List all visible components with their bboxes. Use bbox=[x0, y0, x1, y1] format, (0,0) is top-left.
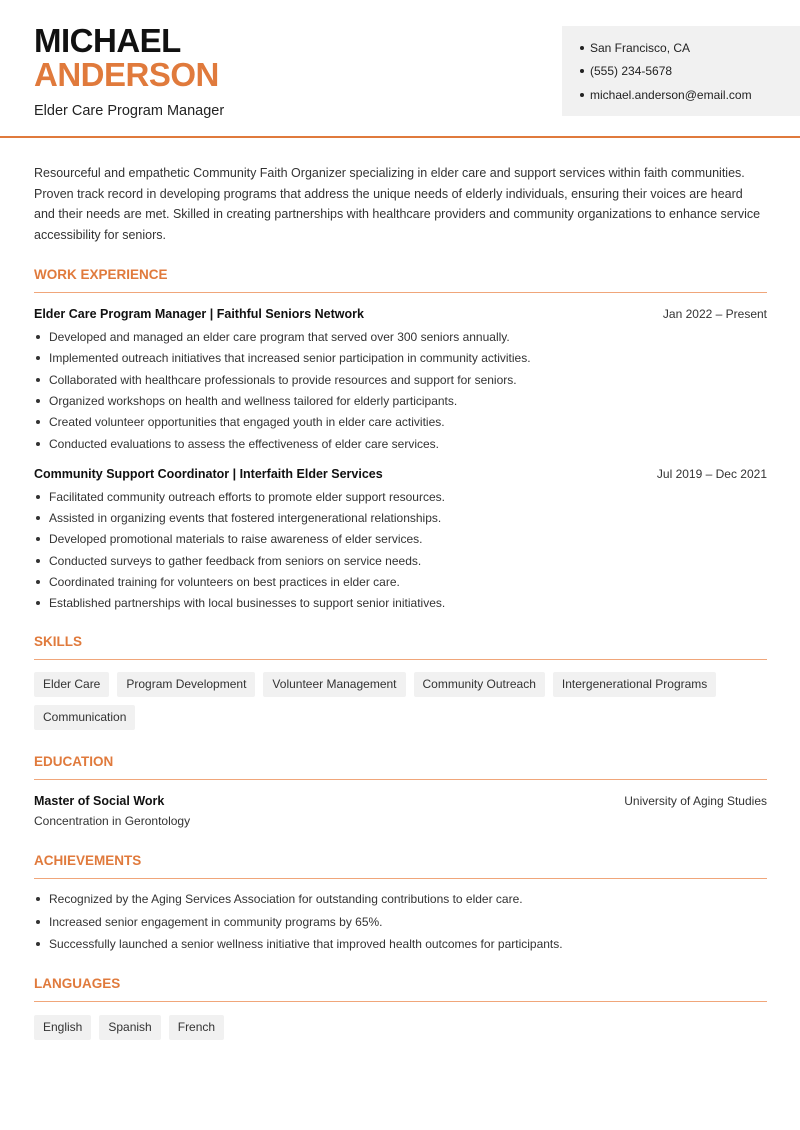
section-title-education: EDUCATION bbox=[34, 754, 767, 780]
achievements-list bbox=[34, 888, 767, 956]
job-entry bbox=[34, 467, 767, 614]
job-dates: Jan 2022 – Present bbox=[662, 307, 767, 322]
bullet-item: Conducted surveys to gather feedback from seniors on service needs. bbox=[34, 550, 767, 571]
education-row bbox=[34, 794, 767, 808]
bullet-item: Assisted in organizing events that fostered intergenerational relationships. bbox=[34, 507, 767, 528]
location-text: San Francisco, CA bbox=[590, 40, 691, 55]
achievement-item: Increased senior engagement in community programs by 65%. bbox=[34, 911, 767, 934]
bullet-item: Conducted evaluations to assess the effectiveness of elder care services. bbox=[34, 433, 767, 454]
job-bullets bbox=[34, 486, 767, 614]
bullet-item: Coordinated training for volunteers on best practices in elder care. bbox=[34, 571, 767, 592]
bullet-item: Implemented outreach initiatives that increased senior participation in community activities. bbox=[34, 348, 767, 369]
skills-list bbox=[34, 672, 767, 730]
bullet-item: Collaborated with healthcare professionals to provide resources and support for seniors. bbox=[34, 369, 767, 390]
section-title-achievements: ACHIEVEMENTS bbox=[34, 853, 767, 879]
bullet-item: Created volunteer opportunities that engaged youth in elder care activities. bbox=[34, 412, 767, 433]
bullet-item: Established partnerships with local businesses to support senior initiatives. bbox=[34, 593, 767, 614]
bullet-icon bbox=[580, 46, 584, 50]
bullet-item: Developed and managed an elder care program that served over 300 seniors annually. bbox=[34, 326, 767, 347]
bullet-icon bbox=[580, 69, 584, 73]
bullet-icon bbox=[580, 93, 584, 97]
contact-email bbox=[580, 83, 800, 107]
skill-chip: Elder Care bbox=[34, 672, 109, 697]
resume-body bbox=[0, 163, 800, 1040]
school: University of Aging Studies bbox=[624, 793, 767, 808]
degree: Master of Social Work bbox=[34, 793, 165, 808]
language-chip: French bbox=[169, 1015, 224, 1040]
bullet-item: Facilitated community outreach efforts to promote elder support resources. bbox=[34, 486, 767, 507]
email-text: michael.anderson@email.com bbox=[590, 87, 752, 102]
bullet-item: Developed promotional materials to raise awareness of elder services. bbox=[34, 529, 767, 550]
skill-chip: Program Development bbox=[117, 672, 255, 697]
summary: Resourceful and empathetic Community Faith Organizer specializing in elder care and support services within faith communities. Proven track record in developing programs that address the unique needs of elderly individuals, ensuring their voices are heard and their needs are met. Skilled in creating partnerships with healthcare providers and community organizations to enhance service accessibility for seniors. bbox=[34, 166, 761, 242]
section-title-skills: SKILLS bbox=[34, 634, 767, 660]
job-header bbox=[34, 467, 767, 481]
achievement-item: Successfully launched a senior wellness initiative that improved health outcomes for participants. bbox=[34, 933, 767, 956]
name-block bbox=[34, 24, 224, 119]
language-chip: English bbox=[34, 1015, 91, 1040]
skill-chip: Volunteer Management bbox=[263, 672, 405, 697]
languages-list bbox=[34, 1015, 767, 1040]
skills-section bbox=[34, 634, 767, 730]
contact-location bbox=[580, 36, 800, 60]
section-title-languages: LANGUAGES bbox=[34, 976, 767, 1002]
skill-chip: Intergenerational Programs bbox=[553, 672, 716, 697]
job-bullets bbox=[34, 326, 767, 454]
resume-header bbox=[0, 0, 800, 138]
last-name: ANDERSON bbox=[34, 56, 219, 93]
language-chip: Spanish bbox=[99, 1015, 160, 1040]
job-role: Elder Care Program Manager | Faithful Seniors Network bbox=[34, 307, 364, 322]
section-title-work: WORK EXPERIENCE bbox=[34, 267, 767, 293]
concentration: Concentration in Gerontology bbox=[34, 813, 191, 828]
languages-section bbox=[34, 976, 767, 1040]
job-title: Elder Care Program Manager bbox=[34, 103, 225, 119]
education-section bbox=[34, 754, 767, 828]
work-section bbox=[34, 267, 767, 614]
skill-chip: Communication bbox=[34, 705, 135, 730]
first-name: MICHAEL bbox=[34, 22, 181, 59]
job-entry bbox=[34, 307, 767, 454]
contact-box bbox=[562, 26, 800, 116]
job-role: Community Support Coordinator | Interfaith Elder Services bbox=[34, 467, 383, 482]
skill-chip: Community Outreach bbox=[414, 672, 545, 697]
job-header bbox=[34, 307, 767, 321]
job-dates: Jul 2019 – Dec 2021 bbox=[656, 467, 767, 482]
bullet-item: Organized workshops on health and wellness tailored for elderly participants. bbox=[34, 390, 767, 411]
phone-text: (555) 234-5678 bbox=[590, 64, 673, 79]
achievements-section bbox=[34, 853, 767, 956]
contact-phone bbox=[580, 60, 800, 84]
achievement-item: Recognized by the Aging Services Association for outstanding contributions to elder care. bbox=[34, 888, 767, 911]
